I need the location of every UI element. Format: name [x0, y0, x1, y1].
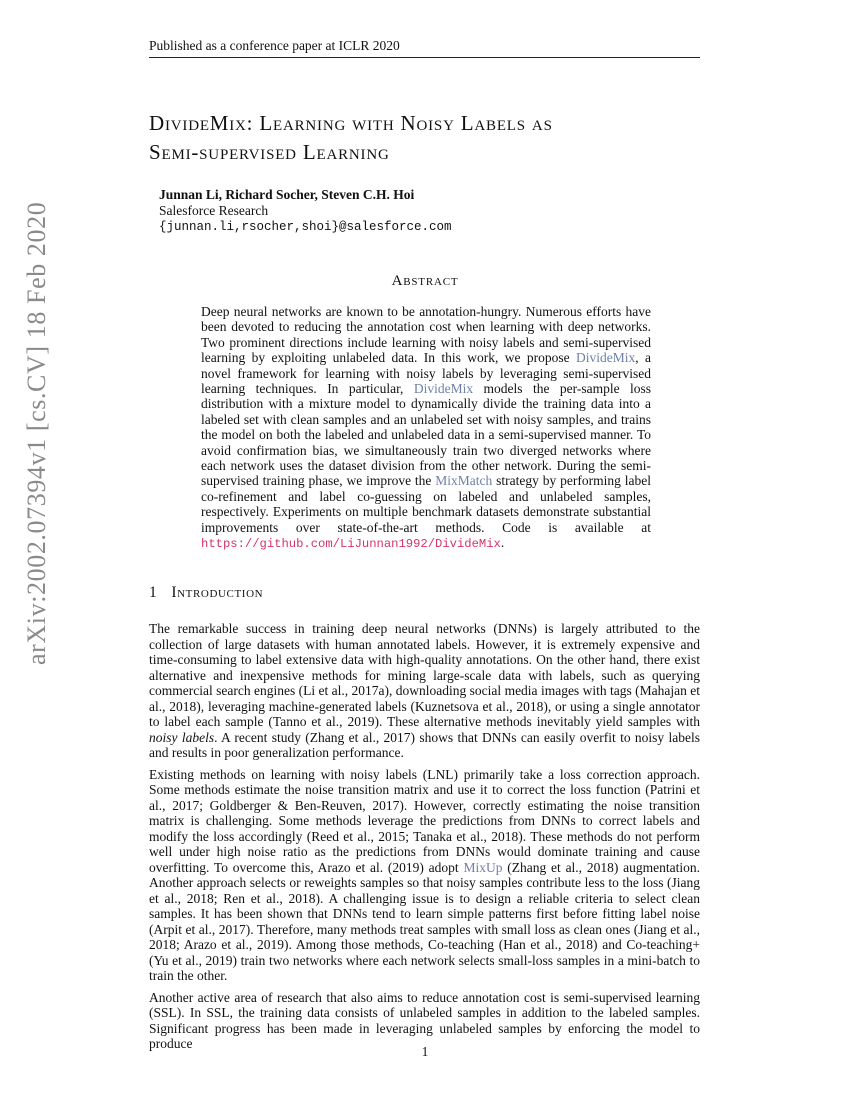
code-link[interactable]: https://github.com/LiJunnan1992/DivideMix — [201, 537, 501, 552]
section-body — [149, 621, 700, 1058]
paragraph-text: (Zhang et al., 2018) augmentation. Another approach selects or reweights samples so that noisy samples contribute less to the loss (Jiang et al., 2018; Ren et al., 2018). A challenging issue is to design a reliable criteria to select clean samples. It has been shown that DNNs tend to learn simple patterns first before fitting label noise (Arpit et al., 2017). Therefore, many methods treat samples with small loss as clean ones (Jiang et al., 2018; Arazo et al., 2019). Among those methods, Co-teaching (Han et al., 2018) and Co-teaching+ (Yu et al., 2019) train two networks where each network selects small-loss samples in a mini-batch to train the other. — [149, 859, 700, 983]
abstract-text-4: strategy by performing label co-refinement and label co-guessing on labeled and unlabeled samples, respectively. Experiments on multiple benchmark datasets demonstrate substantial improvements over state-of-the-art methods. Code is available at — [201, 473, 651, 535]
paragraph-text: Another active area of research that also aims to reduce annotation cost is semi-supervised learning (SSL). In SSL, the training data consists of unlabeled samples in addition to the labeled samples. Significant progress has been made in leveraging unlabeled samples by enforcing the model to produce — [149, 989, 700, 1051]
author-block — [159, 187, 452, 235]
method-name: MixUp — [463, 859, 503, 875]
abstract-text-3: models the per-sample loss distribution with a mixture model to dynamically divide the training data into a labeled set with clean samples and an unlabeled set with noisy samples, and trains the model on both the labeled and unlabeled data in a semi-supervised manner. To avoid confirmation bias, we simultaneously train two diverged networks where each network uses the dataset division from the other network. During the semi-supervised training phase, we improve the — [201, 381, 651, 489]
abstract-body — [201, 304, 651, 553]
abstract-text-2: , a novel framework for learning with noisy labels by leveraging semi-supervised learning techniques. In particular, — [201, 350, 651, 397]
title-line-2: Semi-supervised Learning — [149, 140, 390, 164]
paper-title — [149, 109, 709, 167]
emphasis-text: noisy labels — [149, 729, 215, 745]
method-name: MixMatch — [435, 473, 493, 489]
method-name: DivideMix — [576, 350, 636, 366]
page-number: 1 — [421, 1044, 429, 1059]
paragraph — [149, 990, 700, 1052]
arxiv-stamp: arXiv:2002.07394v1 [cs.CV] 18 Feb 2020 — [22, 201, 51, 665]
abstract-heading: Abstract — [391, 273, 459, 289]
abstract-text-1: Deep neural networks are known to be annotation-hungry. Numerous efforts have been devoted to reducing the annotation cost when learning with deep networks. Two prominent directions include learning with noisy labels and semi-supervised learning by exploiting unlabeled data. In this work, we propose — [201, 304, 651, 366]
paragraph — [149, 621, 700, 761]
method-name: DivideMix — [413, 381, 474, 397]
running-header: Published as a conference paper at ICLR 2020 — [149, 38, 700, 58]
paragraph-text: . A recent study (Zhang et al., 2017) shows that DNNs can easily overfit to noisy labels and results in poor generalization performance. — [149, 729, 701, 760]
abstract-text-5: . — [500, 535, 505, 551]
paragraph-text: Existing methods on learning with noisy labels (LNL) primarily take a loss correction approach. Some methods estimate the noise transition matrix and use it to correct the loss function (Patrini et al., 2017; Goldberger & Ben-Reuven, 2017). However, correctly estimating the noise transition matrix is challenging. Some methods leverage the predictions from DNNs to correct labels and modify the loss accordingly (Reed et al., 2015; Tanaka et al., 2018). These methods do not perform well under high noise ratio as the predictions from DNNs would dominate training and cause overfitting. To overcome this, Arazo et al. (2019) adopt — [149, 766, 700, 875]
author-affiliation: Salesforce Research — [159, 203, 269, 218]
section-number: 1 — [149, 584, 158, 601]
section-title: Introduction — [171, 584, 264, 601]
title-line-1: DivideMix: Learning with Noisy Labels as — [149, 111, 553, 135]
author-names: Junnan Li, Richard Socher, Steven C.H. Hoi — [159, 187, 415, 202]
paragraph-text: The remarkable success in training deep neural networks (DNNs) is largely attributed to the collection of large datasets with human annotated labels. However, it is extremely expensive and time-consuming to label extensive data with high-quality annotations. On the other hand, there exist alternative and inexpensive methods for mining large-scale data with labels, such as querying commercial search engines (Li et al., 2017a), downloading social media images with tags (Mahajan et al., 2018), leveraging machine-generated labels (Kuznetsova et al., 2018), or using a single annotator to label each sample (Tanno et al., 2019). These alternative methods inevitably yield samples with — [149, 621, 700, 729]
author-email: {junnan.li,rsocher,shoi}@salesforce.com — [159, 220, 452, 234]
section-heading — [149, 584, 263, 602]
paragraph — [149, 767, 700, 984]
